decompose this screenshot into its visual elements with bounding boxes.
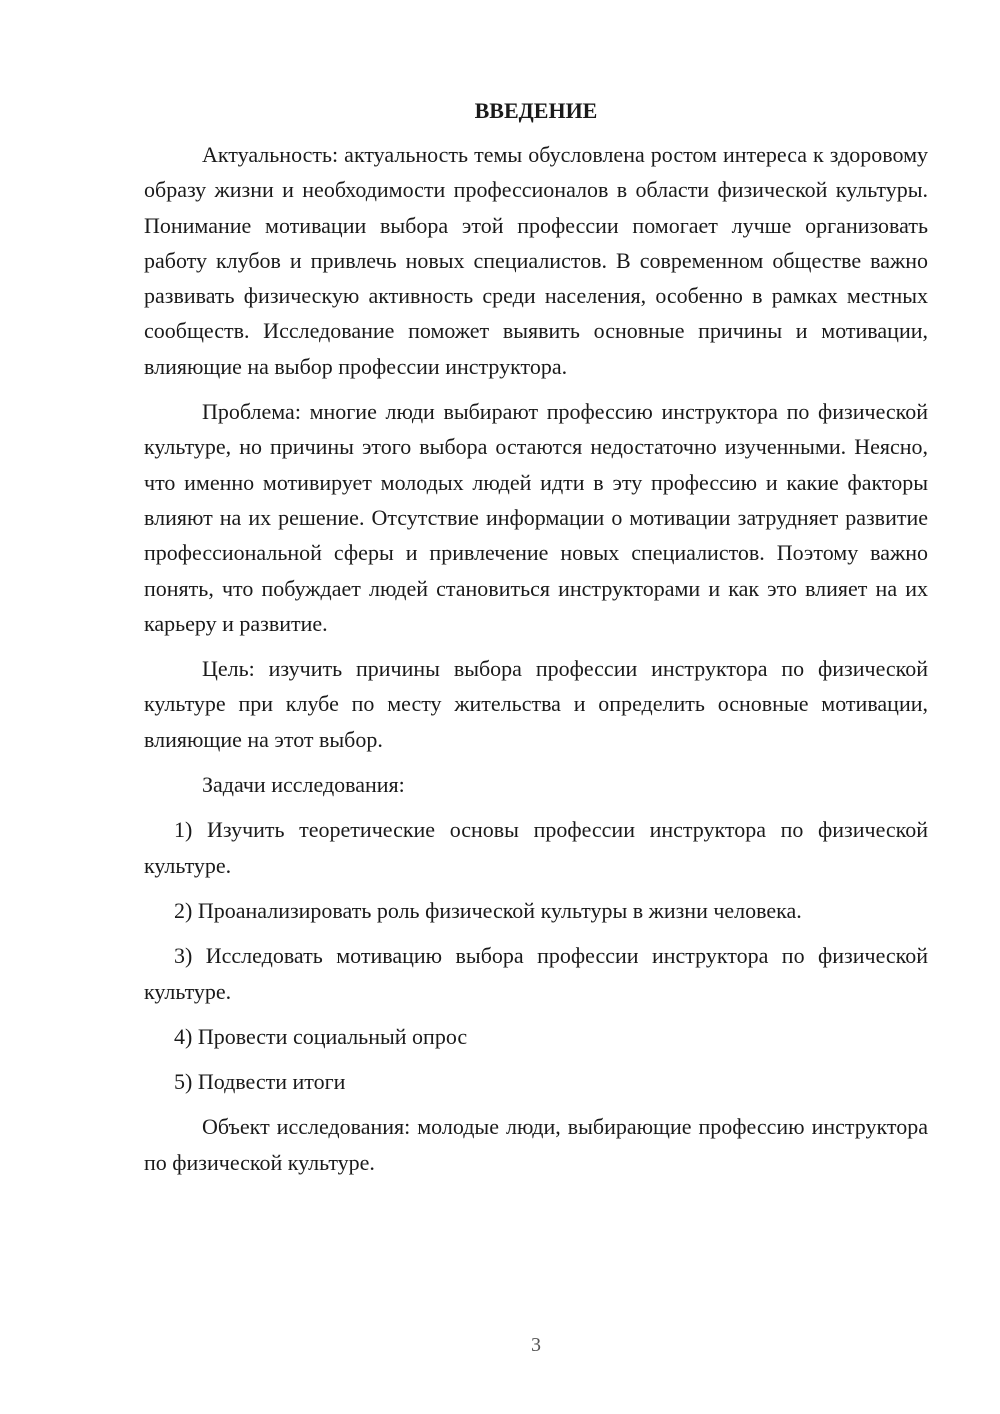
problem-paragraph: Проблема: многие люди выбирают профессию инструктора по физической культуре, но причины этого выбора остаются недостаточно изученными. Неясно, что именно мотивирует молодых людей идти в эту профессию и какие факторы влияют на их решение. Отсутствие информации о мотивации затрудняет развитие профессиональной сферы и привлечение новых специалистов. Поэтому важно понять, что побуждает людей становиться инструкторами и как это влияет на их карьеру и развитие. bbox=[144, 399, 928, 636]
task-item-1: 1) Изучить теоретические основы профессии инструктора по физической культуре. bbox=[144, 817, 928, 878]
goal-paragraph: Цель: изучить причины выбора профессии инструктора по физической культуре при клубе по месту жительства и определить основные мотивации, влияющие на этот выбор. bbox=[144, 656, 928, 752]
task-item-2: 2) Проанализировать роль физической культуры в жизни человека. bbox=[174, 897, 802, 923]
task-item-5: 5) Подвести итоги bbox=[174, 1069, 346, 1095]
object-paragraph: Объект исследования: молодые люди, выбирающие профессию инструктора по физической культуре. bbox=[144, 1114, 928, 1175]
relevance-paragraph: Актуальность: актуальность темы обусловлена ростом интереса к здоровому образу жизни и необходимости профессионалов в области физической культуры. Понимание мотивации выбора этой профессии помогает лучше организовать работу клубов и привлечь новых специалистов. В современном обществе важно развивать физическую активность среди населения, особенно в рамках местных сообществ. Исследование поможет выявить основные причины и мотивации, влияющие на выбор профессии инструктора. bbox=[144, 142, 928, 379]
document-page bbox=[144, 96, 928, 1190]
tasks-heading: Задачи исследования: bbox=[202, 772, 405, 798]
task-item-4: 4) Провести социальный опрос bbox=[174, 1023, 468, 1049]
task-item-3: 3) Исследовать мотивацию выбора профессии инструктора по физической культуре. bbox=[144, 943, 928, 1004]
section-title: ВВЕДЕНИЕ bbox=[474, 98, 598, 123]
page-number: 3 bbox=[531, 1334, 541, 1356]
